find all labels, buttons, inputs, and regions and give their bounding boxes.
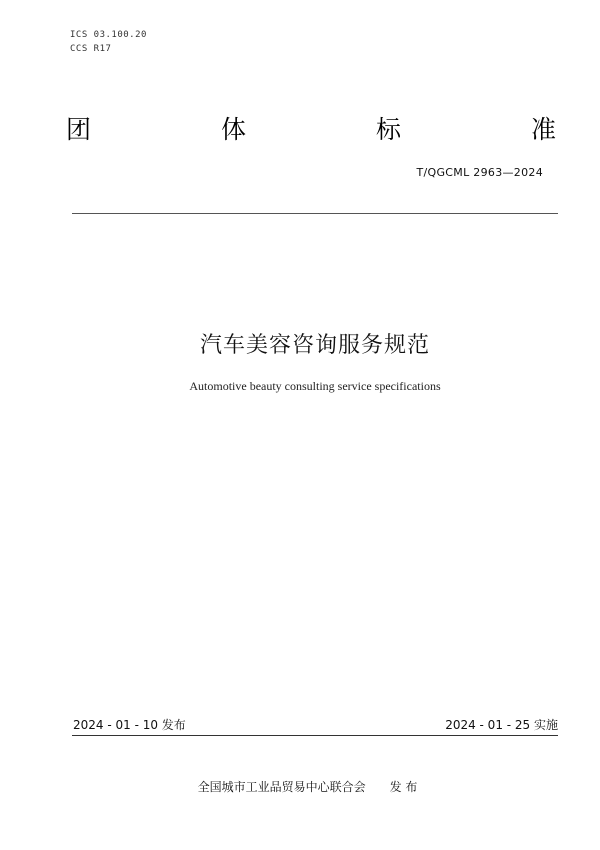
document-title-english: Automotive beauty consulting service specifications [189,379,441,393]
standard-number: T/QGCML 2963—2024 [416,166,543,179]
document-title-chinese: 汽车美容咨询服务规范 [199,333,430,358]
publisher-line [0,778,600,795]
issue-date: 2024 - 01 - 10 发布 [73,718,186,732]
standard-type-char-2: 体 [220,115,246,144]
footer-divider [72,735,558,736]
publisher-name: 全国城市工业品贸易中心联合会 [197,780,366,794]
standard-type-char-1: 团 [66,115,92,144]
standard-type-heading [66,112,556,148]
ics-code: ICS 03.100.20 [70,30,147,40]
header-divider [72,213,558,214]
ccs-code: CCS R17 [70,44,112,54]
standard-type-char-4: 准 [530,115,556,144]
publisher-action: 发 布 [389,780,418,794]
standard-type-char-3: 标 [375,115,401,144]
implementation-date: 2024 - 01 - 25 实施 [445,718,558,732]
